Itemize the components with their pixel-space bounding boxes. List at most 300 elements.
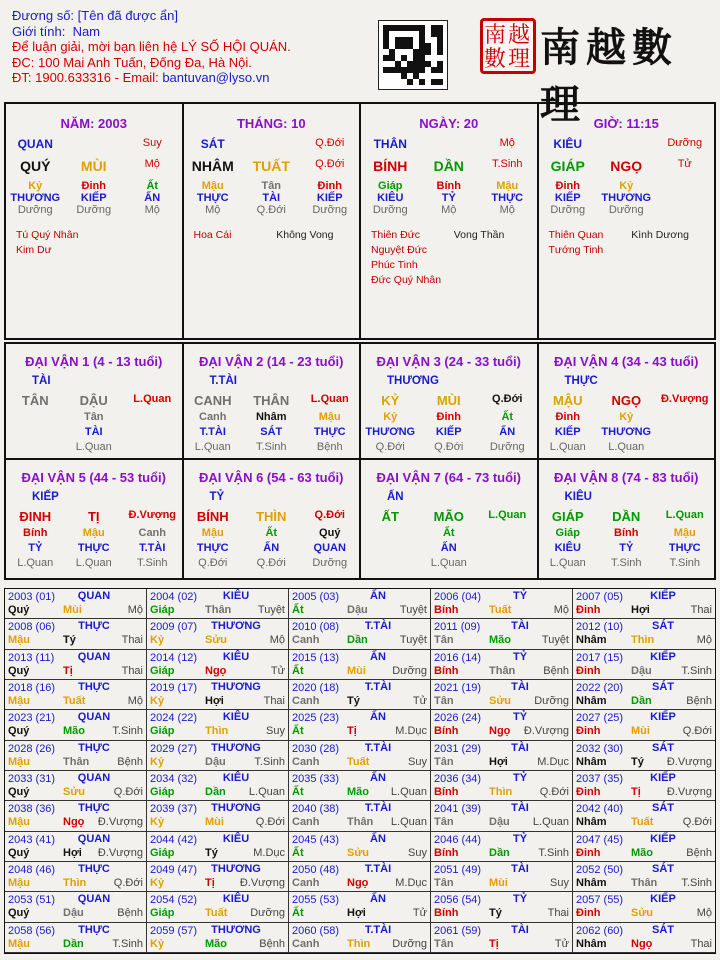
year-stem: Quý <box>8 907 30 920</box>
pillar-title: THÁNG: 10 <box>236 116 306 131</box>
year-cell[interactable] <box>5 619 147 649</box>
pillar-ten-god: THÂN <box>373 137 407 151</box>
year-ten-god: T.TÀI <box>364 620 392 633</box>
year-branch: Tý <box>63 634 76 647</box>
year-cell[interactable] <box>431 832 573 862</box>
hidden-stem: Canh <box>199 411 227 423</box>
year-branch: Ngọ <box>205 664 227 677</box>
dai-van-cell[interactable] <box>361 344 539 458</box>
year-stage: Q.Đới <box>113 786 143 798</box>
dai-van-stem-branch <box>184 509 360 524</box>
year-cell[interactable] <box>5 710 147 740</box>
year-stage: Bệnh <box>543 664 569 677</box>
year-stage: Bệnh <box>117 907 143 920</box>
life-stage: L.Quan <box>608 441 645 453</box>
dai-van-hidden <box>539 527 715 539</box>
dai-van-cell[interactable] <box>6 460 184 578</box>
year-stage: T.Sinh <box>112 725 143 738</box>
pillar-title: NGÀY: 20 <box>419 116 479 131</box>
year-label: 2024 (22) <box>150 712 198 725</box>
pillar-stem-branch-row <box>539 158 715 174</box>
hidden-ten-god: TÀI <box>262 192 281 204</box>
pillar-ten-god <box>65 137 124 151</box>
pillar-ten-god: Q.Đới <box>315 137 345 149</box>
pillar-stars <box>6 228 182 258</box>
pillar-ten-god-row <box>6 137 182 151</box>
year-cell[interactable] <box>147 741 289 771</box>
dai-van-hidden <box>361 527 537 539</box>
owner-label: Đương số: <box>12 8 75 23</box>
hidden-ten-god: TỶ <box>28 542 43 554</box>
pillar-ten-god: Suy <box>142 137 162 149</box>
year-stage: L.Quan <box>532 816 569 829</box>
hidden-stem: Mậu <box>673 527 696 539</box>
hidden-ten-god <box>123 426 182 438</box>
year-ten-god: THƯƠNG <box>211 741 261 754</box>
year-cell[interactable] <box>5 589 147 619</box>
year-branch: Dần <box>205 786 226 798</box>
year-ten-god: TỶ <box>512 650 528 663</box>
hidden-stem: Đinh <box>555 411 580 423</box>
year-label: 2040 (38) <box>292 803 340 816</box>
year-label: 2014 (12) <box>150 651 198 664</box>
year-stem: Giáp <box>150 604 175 616</box>
hidden-ten-god: ẤN <box>144 192 161 204</box>
stars-left <box>194 228 277 243</box>
year-stem: Mậu <box>8 877 30 889</box>
pillar-hidden-stems <box>6 180 182 192</box>
year-stage: Tử <box>270 664 285 677</box>
year-branch: Dần <box>63 937 84 950</box>
year-cell[interactable] <box>147 771 289 801</box>
year-stem: Giáp <box>150 664 175 677</box>
year-stem: Giáp <box>150 907 175 920</box>
life-stage: Mộ <box>144 204 160 216</box>
pillar-stem-branch-row <box>361 158 537 174</box>
hidden-stem: Mậu <box>496 180 519 192</box>
stars-right <box>631 228 714 258</box>
year-cell[interactable] <box>431 650 573 680</box>
year-branch: Thân <box>489 664 516 677</box>
year-ten-god: KIÊU <box>222 772 250 784</box>
year-stem: Bính <box>434 604 459 616</box>
year-stage: Đ.Vượng <box>523 725 569 738</box>
year-cell[interactable] <box>573 771 715 801</box>
dai-van-stage: Q.Đới <box>314 509 345 521</box>
year-stem: Tân <box>434 755 454 768</box>
year-ten-god: THỰC <box>78 681 110 693</box>
year-cell[interactable] <box>147 710 289 740</box>
life-stage: Q.Đới <box>256 204 286 216</box>
hidden-ten-god <box>478 542 537 554</box>
year-stem: Mậu <box>8 755 30 768</box>
year-ten-god: QUAN <box>77 893 111 906</box>
year-cell[interactable] <box>289 771 431 801</box>
year-label: 2009 (07) <box>150 621 198 634</box>
year-label: 2048 (46) <box>8 864 56 876</box>
hidden-stem: Đinh <box>81 180 106 192</box>
year-stage: M.Dục <box>395 725 427 738</box>
hidden-stem <box>656 180 715 192</box>
year-ten-god: QUAN <box>77 650 111 663</box>
pillar-column <box>6 104 184 338</box>
year-cell[interactable] <box>289 832 431 862</box>
life-stage: Dưỡng <box>489 441 525 453</box>
year-cell[interactable] <box>5 680 147 710</box>
stars-right <box>99 228 182 258</box>
year-branch: Tuất <box>347 755 370 768</box>
hidden-stem: Mậu <box>82 527 105 539</box>
year-cell[interactable] <box>5 650 147 680</box>
year-ten-god: QUAN <box>77 590 111 602</box>
dai-van-stem: TÂN <box>21 393 49 408</box>
year-cell[interactable] <box>5 923 147 953</box>
year-cell[interactable] <box>289 619 431 649</box>
year-label: 2033 (31) <box>8 773 56 785</box>
year-stage: Suy <box>550 877 569 889</box>
year-cell[interactable] <box>147 892 289 922</box>
hidden-stem: Bính <box>614 527 639 539</box>
year-ten-god: TÀI <box>511 681 529 693</box>
dai-van-cell[interactable] <box>539 460 715 578</box>
year-cell[interactable] <box>573 650 715 680</box>
life-stage: L.Quan <box>17 557 54 569</box>
year-label: 2049 (47) <box>150 864 198 876</box>
dai-van-ten-god: THỰC <box>564 375 598 387</box>
annual-luck-table <box>4 588 716 954</box>
life-stage: L.Quan <box>75 441 112 453</box>
year-branch: Tuất <box>63 695 86 707</box>
year-stem: Ất <box>292 907 304 920</box>
qr-code-icon[interactable] <box>378 20 448 90</box>
year-cell[interactable] <box>431 680 573 710</box>
year-stage: T.Sinh <box>681 664 712 677</box>
pillar-stem-branch: T.Sinh <box>491 158 523 170</box>
year-stem: Quý <box>8 664 30 677</box>
year-ten-god: QUAN <box>77 832 111 845</box>
life-stage: L.Quan <box>75 557 112 569</box>
dai-van-stages <box>184 441 360 453</box>
year-branch: Thân <box>63 755 90 768</box>
year-stem: Ất <box>292 725 304 738</box>
hidden-ten-god: TÀI <box>84 426 103 438</box>
dai-van-stage: Đ.Vượng <box>660 393 709 405</box>
year-stage: Mộ <box>269 634 285 647</box>
year-cell[interactable] <box>573 801 715 831</box>
dai-van-stage: L.Quan <box>310 393 349 405</box>
year-ten-god: KIẾP <box>650 711 676 724</box>
dai-van-branch: THÂN <box>253 393 290 408</box>
life-stage <box>361 557 420 569</box>
dai-van-cell[interactable] <box>6 344 184 458</box>
year-ten-god: ẤN <box>370 711 386 724</box>
year-label: 2059 (57) <box>150 924 198 937</box>
year-ten-god: TÀI <box>511 923 529 936</box>
year-cell[interactable] <box>147 650 289 680</box>
year-branch: Hợi <box>347 907 366 920</box>
year-stem: Kỷ <box>150 937 165 950</box>
year-stem: Quý <box>8 786 30 798</box>
year-label: 2052 (50) <box>576 864 624 876</box>
year-ten-god: TỶ <box>512 893 528 906</box>
year-cell[interactable] <box>5 892 147 922</box>
year-ten-god: KIÊU <box>222 711 250 724</box>
year-stage: Đ.Vượng <box>666 755 712 768</box>
hidden-ten-god: TỶ <box>441 192 456 204</box>
life-stage: Q.Đới <box>256 557 286 569</box>
year-label: 2060 (58) <box>292 924 340 937</box>
year-stem: Nhâm <box>576 816 607 829</box>
hidden-stem: Đinh <box>555 180 580 192</box>
dai-van-stages <box>361 441 537 453</box>
year-label: 2011 (09) <box>434 621 481 634</box>
year-stage: Tuyệt <box>541 634 569 647</box>
year-branch: Tị <box>205 877 215 889</box>
dai-van-ten-god: ẤN <box>387 491 404 503</box>
year-cell[interactable] <box>289 862 431 892</box>
year-stage: Đ.Vượng <box>666 786 712 798</box>
year-cell[interactable] <box>431 771 573 801</box>
star-item: Nguyệt Đức <box>371 244 428 256</box>
year-ten-god: ẤN <box>370 832 386 845</box>
hidden-stem: Ất <box>442 527 455 539</box>
year-stem: Mậu <box>8 937 30 950</box>
pillar-ten-god-row <box>184 137 360 151</box>
hidden-stem: Kỷ <box>619 411 634 423</box>
year-stem: Tân <box>434 634 454 647</box>
star-item: Không Vong <box>276 229 334 241</box>
year-cell[interactable] <box>573 589 715 619</box>
year-branch: Mùi <box>205 816 224 829</box>
year-branch: Tuất <box>489 604 512 616</box>
year-stage: L.Quan <box>248 786 285 798</box>
dai-van-title: ĐẠI VẬN 1 (4 - 13 tuổi) <box>25 354 163 369</box>
life-stage <box>6 441 65 453</box>
year-stage: Tử <box>412 907 427 920</box>
dai-van-stages <box>539 441 715 453</box>
year-cell[interactable] <box>289 589 431 619</box>
dai-van-row-2 <box>4 460 716 580</box>
year-cell[interactable] <box>147 589 289 619</box>
year-ten-god: TÀI <box>511 620 529 633</box>
year-cell[interactable] <box>147 801 289 831</box>
year-branch: Tị <box>489 937 499 950</box>
year-stem: Tân <box>434 877 454 889</box>
dai-van-stem: CANH <box>193 393 232 408</box>
year-ten-god: THƯƠNG <box>211 620 261 633</box>
year-cell[interactable] <box>431 801 573 831</box>
pillar-stages <box>361 204 537 216</box>
year-branch: Tuất <box>205 907 228 920</box>
dai-van-cell[interactable] <box>184 344 362 458</box>
year-stem: Đinh <box>576 786 601 798</box>
year-label: 2005 (03) <box>292 591 340 603</box>
year-cell[interactable] <box>147 680 289 710</box>
year-branch: Dần <box>631 695 652 707</box>
year-cell[interactable] <box>573 741 715 771</box>
hidden-stem: Ất <box>501 411 514 423</box>
header-info <box>12 8 291 86</box>
year-label: 2006 (04) <box>434 591 482 603</box>
hidden-ten-god: THƯƠNG <box>601 426 652 438</box>
year-cell[interactable] <box>431 892 573 922</box>
year-stem: Ất <box>292 604 304 616</box>
pillar-ten-god <box>420 137 479 151</box>
life-stage <box>656 441 715 453</box>
year-label: 2003 (01) <box>8 591 56 603</box>
life-stage: Dưỡng <box>76 204 112 216</box>
hidden-ten-god: THỰC <box>196 542 229 554</box>
hidden-stem: Bính <box>436 180 461 192</box>
year-label: 2018 (16) <box>8 682 56 694</box>
hidden-ten-god: THỰC <box>668 542 701 554</box>
year-branch: Dậu <box>631 664 652 677</box>
year-cell[interactable] <box>431 619 573 649</box>
year-cell[interactable] <box>289 650 431 680</box>
year-cell[interactable] <box>431 923 573 953</box>
email-link[interactable]: bantuvan@lyso.vn <box>162 70 270 85</box>
hidden-stem: Giáp <box>555 527 580 539</box>
year-branch: Tý <box>631 755 644 768</box>
dai-van-stem: BÍNH <box>196 509 229 524</box>
year-label: 2016 (14) <box>434 651 482 664</box>
pillar-stem-branch-row <box>184 158 360 174</box>
dai-van-gods <box>184 426 360 438</box>
year-cell[interactable] <box>431 710 573 740</box>
year-stem: Đinh <box>576 907 601 920</box>
pillar-stem-branch: Q.Đới <box>315 158 345 170</box>
pillar-ten-god <box>242 137 301 151</box>
pillar-ten-god: KIÊU <box>553 137 583 151</box>
year-ten-god: KIẾP <box>650 893 676 906</box>
year-label: 2025 (23) <box>292 712 340 725</box>
star-item: Tướng Tinh <box>548 244 604 256</box>
dai-van-cell[interactable] <box>539 344 715 458</box>
year-stage: Mộ <box>127 695 143 707</box>
year-cell[interactable] <box>573 619 715 649</box>
star-item: Kim Dư <box>16 244 52 256</box>
year-cell[interactable] <box>573 862 715 892</box>
dai-van-stem-branch <box>361 393 537 408</box>
dai-van-stem: KỶ <box>381 393 400 408</box>
year-cell[interactable] <box>147 832 289 862</box>
year-stage: Đ.Vượng <box>97 816 143 829</box>
dai-van-stage: Đ.Vượng <box>128 509 177 521</box>
year-label: 2030 (28) <box>292 742 340 755</box>
year-label: 2023 (21) <box>8 712 56 725</box>
year-stage: Bệnh <box>259 937 285 950</box>
year-stage: Suy <box>408 846 427 859</box>
year-cell[interactable] <box>5 832 147 862</box>
year-cell[interactable] <box>573 680 715 710</box>
year-cell[interactable] <box>5 801 147 831</box>
hidden-stem: Canh <box>138 527 166 539</box>
dai-van-stages <box>6 557 182 569</box>
year-cell[interactable] <box>431 589 573 619</box>
year-stage: T.Sinh <box>681 877 712 889</box>
dai-van-stem: MẬU <box>552 393 583 408</box>
hidden-ten-god: ẤN <box>499 426 516 438</box>
year-label: 2041 (39) <box>434 803 482 816</box>
pillar-ten-god-row <box>361 137 537 151</box>
gender-value: Nam <box>72 23 101 39</box>
year-branch: Thìn <box>347 937 371 950</box>
year-ten-god: SÁT <box>652 923 674 936</box>
year-stem: Bính <box>434 786 459 798</box>
year-label: 2020 (18) <box>292 682 340 694</box>
dai-van-cell[interactable] <box>361 460 539 578</box>
year-cell[interactable] <box>289 923 431 953</box>
pillar-ten-god: Mộ <box>499 137 515 149</box>
year-branch: Thìn <box>631 634 655 647</box>
dai-van-ten-god: KIẾP <box>32 491 59 503</box>
year-label: 2017 (15) <box>576 651 624 664</box>
year-stem: Kỷ <box>150 816 165 829</box>
pillar-stem-branch: NGỌ <box>610 158 643 174</box>
year-branch: Sửu <box>631 907 654 920</box>
year-ten-god: THƯƠNG <box>211 802 261 815</box>
year-cell[interactable] <box>573 923 715 953</box>
year-ten-god: KIẾP <box>650 590 676 602</box>
year-stem: Quý <box>8 725 30 738</box>
year-cell[interactable] <box>5 862 147 892</box>
year-stage: Thai <box>690 937 712 950</box>
year-cell[interactable] <box>289 741 431 771</box>
pillar-ten-god-row <box>539 137 715 151</box>
year-cell[interactable] <box>573 892 715 922</box>
year-cell[interactable] <box>147 923 289 953</box>
year-cell[interactable] <box>573 832 715 862</box>
pillar-hidden-gods <box>361 192 537 204</box>
year-cell[interactable] <box>289 892 431 922</box>
hidden-stem: Đinh <box>436 411 461 423</box>
pillar-stars <box>184 228 360 243</box>
year-cell[interactable] <box>431 862 573 892</box>
gender-label: Giới tính: <box>12 23 66 39</box>
year-stage: Q.Đới <box>682 816 712 829</box>
year-cell[interactable] <box>289 680 431 710</box>
year-cell[interactable] <box>431 741 573 771</box>
year-cell[interactable] <box>289 710 431 740</box>
year-label: 2031 (29) <box>434 742 482 755</box>
year-stem: Đinh <box>576 664 601 677</box>
year-stage: Q.Đới <box>113 877 143 889</box>
year-label: 2026 (24) <box>434 712 482 725</box>
dai-van-ten-god: TỶ <box>209 491 225 503</box>
year-cell[interactable] <box>289 801 431 831</box>
year-label: 2046 (44) <box>434 833 482 846</box>
hidden-ten-god: THỰC <box>313 426 346 438</box>
year-stage: Dưỡng <box>250 907 285 920</box>
dai-van-stem-branch <box>539 509 715 524</box>
year-cell[interactable] <box>147 619 289 649</box>
dai-van-stage: L.Quan <box>488 509 527 521</box>
year-cell[interactable] <box>147 862 289 892</box>
year-cell[interactable] <box>5 741 147 771</box>
year-cell[interactable] <box>573 710 715 740</box>
life-stage: T.Sinh <box>610 557 642 569</box>
hidden-ten-god: KIẾP <box>316 192 343 204</box>
hidden-ten-god <box>361 542 420 554</box>
year-branch: Tị <box>63 664 73 677</box>
year-cell[interactable] <box>5 771 147 801</box>
hidden-stem: Kỷ <box>383 411 398 423</box>
dai-van-hidden <box>539 411 715 423</box>
year-label: 2051 (49) <box>434 864 482 876</box>
dai-van-cell[interactable] <box>184 460 362 578</box>
year-branch: Thân <box>347 816 374 829</box>
star-item: Thiên Đức <box>371 229 421 241</box>
